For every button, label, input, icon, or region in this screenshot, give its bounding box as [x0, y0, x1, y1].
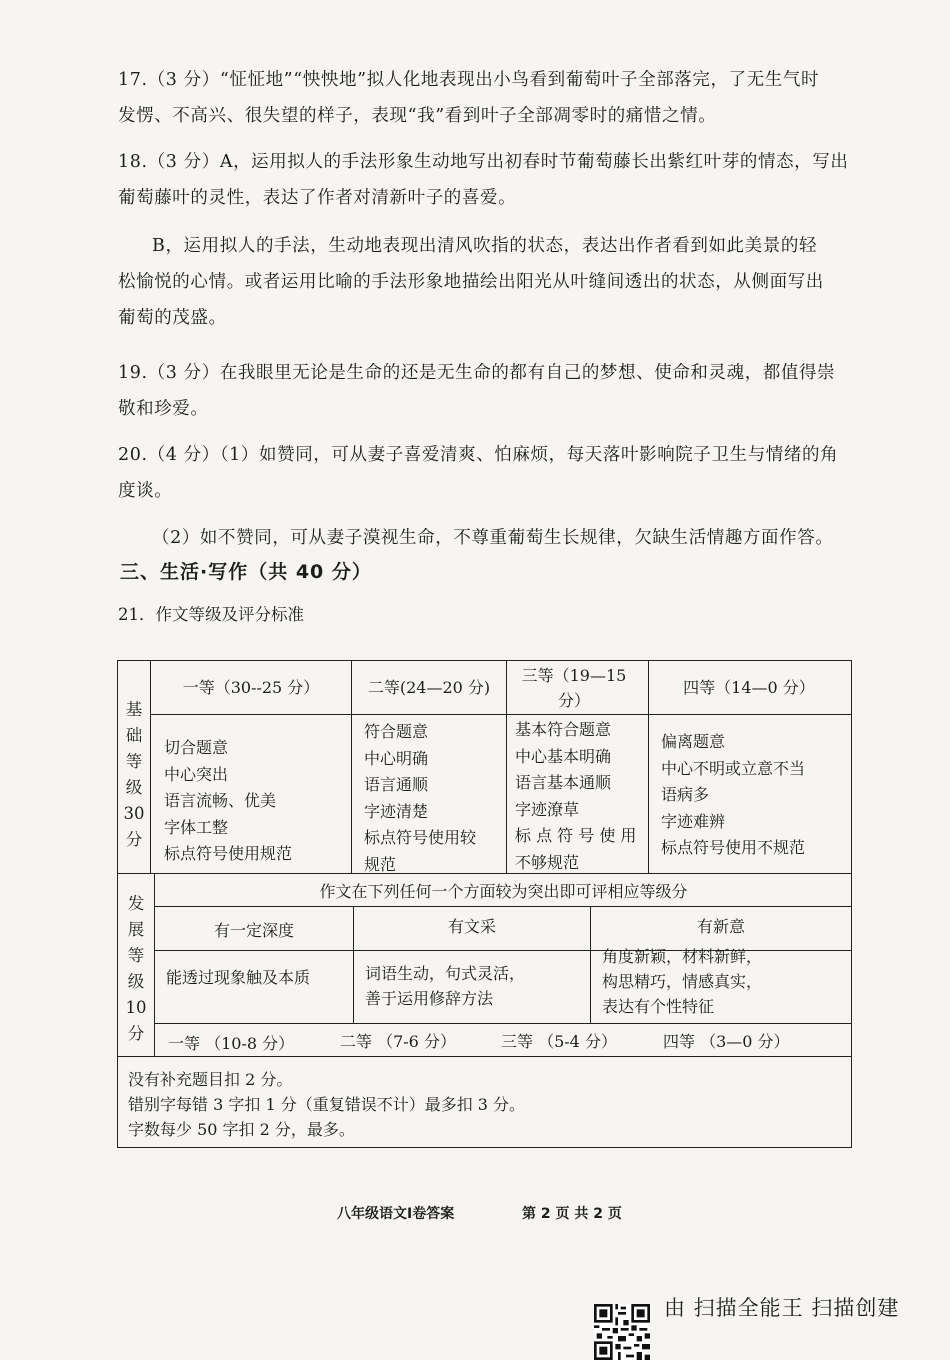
grade-criteria-4: [661, 729, 805, 862]
qr-code-icon: [594, 1304, 650, 1360]
criteria-item: 善于运用修辞方法: [365, 989, 494, 1008]
dev-criteria-depth: [166, 965, 310, 990]
answer-18b: [118, 228, 858, 336]
basic-label-char: 基: [125, 700, 143, 719]
answer-18a-line-1: 18.（3 分）A，运用拟人的手法形象生动地写出初春时节葡萄藤长出紫红叶芽的情态，写出: [118, 152, 849, 172]
rule-grade-col-3: [506, 661, 507, 873]
criteria-item: 字迹难辨: [661, 811, 726, 831]
table-caption: 21．作文等级及评分标准: [118, 605, 304, 624]
answer-18b-line-2: 松愉悦的心情。或者运用比喻的手法形象地描绘出阳光从叶缝间透出的状态，从侧面写出: [118, 272, 824, 292]
answer-20-line-2: 度谈。: [118, 481, 173, 501]
section-heading: 三、生活·写作（共 40 分）: [120, 561, 372, 583]
criteria-item: 标点符号使用不规范: [661, 838, 806, 857]
basic-label-char: 础: [125, 726, 143, 745]
grade-criteria-2: [364, 719, 476, 878]
dev-criteria-novelty: [602, 944, 762, 1019]
criteria-item: 标点符号使用较: [364, 828, 477, 847]
criteria-item: 基本符合题意: [515, 720, 612, 739]
rule-header-bottom: [150, 714, 851, 715]
dev-label-char: 发: [127, 894, 145, 913]
rule-basic-bottom: [118, 873, 851, 874]
dev-header-novelty: 有新意: [696, 917, 745, 936]
criteria-item: 中心基本明确: [515, 746, 612, 766]
grade-header-3: 三等（19—15 分）: [521, 666, 627, 710]
rule-devnote-bottom: [154, 906, 851, 907]
grade-criteria-3: [515, 717, 636, 876]
criteria-item: 语病多: [661, 785, 710, 804]
criteria-item: 语言基本通顺: [515, 773, 612, 792]
grading-table: [117, 660, 852, 1148]
answer-17-line-1: 17.（3 分）“怔怔地”“怏怏地”拟人化地表现出小鸟看到葡萄叶子全部落完，了无生气时: [118, 70, 820, 90]
criteria-item: 中心突出: [164, 764, 229, 784]
answer-18b-line-1: B，运用拟人的手法，生动地表现出清风吹指的状态，表达出作者看到如此美景的轻: [152, 236, 818, 256]
rule-label-col-dev: [154, 873, 155, 1056]
rule-devgrades-bottom: [118, 1056, 851, 1057]
dev-grade-2: 二等 （7-6 分）: [340, 1032, 456, 1051]
grade-header-2: 二等(24—20 分): [367, 678, 491, 697]
dev-grade-4: 四等 （3—0 分）: [663, 1032, 790, 1051]
deduction-rules: [128, 1067, 525, 1142]
criteria-item: 偏离题意: [661, 732, 726, 751]
answer-20-part-2: （2）如不赞同，可从妻子漠视生命，不尊重葡萄生长规律，欠缺生活情趣方面作答。: [152, 528, 834, 548]
dev-label-char: 10: [125, 998, 147, 1017]
basic-grade-label: [121, 697, 147, 853]
dev-label-char: 级: [127, 972, 145, 991]
criteria-item: 切合题意: [164, 738, 229, 757]
answer-17: [118, 62, 858, 134]
criteria-item: 符合题意: [364, 722, 429, 741]
criteria-item: 标点符号使用规范: [164, 844, 293, 863]
answer-19-line-1: 19.（3 分）在我眼里无论是生命的还是无生命的都有自己的梦想、使命和灵魂，都值得崇: [118, 363, 836, 383]
rule-devcriteria-bottom: [154, 1023, 851, 1024]
dev-header-style: 有文采: [447, 917, 496, 936]
grade-header-4: 四等（14—0 分）: [683, 678, 815, 697]
dev-criteria-style: [365, 961, 525, 1011]
dev-label-char: 分: [127, 1024, 145, 1043]
dev-label-char: 展: [127, 920, 145, 939]
dev-grade-1: 一等 （10-8 分）: [168, 1034, 295, 1053]
dev-grade-3: 三等 （5-4 分）: [501, 1032, 617, 1051]
criteria-item: 标 点 符 号 使 用: [515, 826, 637, 845]
criteria-item: 不够规范: [515, 852, 580, 872]
answer-19: [118, 355, 858, 427]
criteria-item: 字迹潦草: [515, 799, 580, 819]
criteria-item: 中心不明或立意不当: [661, 758, 806, 778]
basic-label-char: 分: [125, 830, 143, 849]
answer-19-line-2: 敬和珍爱。: [118, 399, 209, 419]
page-number: 第 2 页 共 2 页: [522, 1206, 622, 1222]
answer-17-line-2: 发愣、不高兴、很失望的样子，表现“我”看到叶子全部凋零时的痛惜之情。: [118, 106, 717, 126]
answer-18a-line-2: 葡萄藤叶的灵性，表达了作者对清新叶子的喜爱。: [118, 188, 517, 208]
criteria-item: 语言通顺: [364, 775, 429, 794]
dev-header-depth: 有一定深度: [213, 921, 294, 940]
footer-title: 八年级语文Ⅰ卷答案: [337, 1206, 455, 1222]
answer-18b-line-3: 葡萄的茂盛。: [118, 308, 227, 328]
answer-20-part-1: [118, 437, 858, 509]
grade-header-1: 一等（30--25 分）: [182, 678, 320, 697]
criteria-item: 能透过现象触及本质: [166, 968, 311, 987]
criteria-item: 词语生动，句式灵活，: [365, 964, 526, 983]
criteria-item: 中心明确: [364, 748, 429, 768]
rule-label-col-basic: [150, 661, 151, 873]
development-grade-label: [123, 891, 149, 1047]
criteria-item: 字迹清楚: [364, 801, 429, 821]
grade-criteria-1: [164, 735, 292, 868]
development-note: 作文在下列任何一个方面较为突出即可评相应等级分: [319, 882, 688, 901]
criteria-item: 角度新颖，材料新鲜，: [602, 947, 763, 966]
deduction-item: 错别字每错 3 字扣 1 分（重复错误不计）最多扣 3 分。: [128, 1095, 526, 1114]
dev-label-char: 等: [127, 946, 145, 965]
criteria-item: 构思精巧，情感真实，: [602, 972, 763, 991]
basic-label-char: 30: [123, 804, 145, 823]
criteria-item: 规范: [364, 854, 397, 874]
scanner-watermark: 由 扫描全能王 扫描创建: [664, 1296, 900, 1320]
answer-18a: [118, 144, 858, 216]
deduction-item: 字数每少 50 字扣 2 分，最多。: [128, 1120, 355, 1139]
basic-label-char: 等: [125, 752, 143, 771]
basic-label-char: 级: [125, 778, 143, 797]
criteria-item: 字体工整: [164, 817, 229, 837]
answer-20-line-1: 20.（4 分）（1）如赞同，可从妻子喜爱清爽、怕麻烦，每天落叶影响院子卫生与情绪的角: [118, 445, 839, 465]
deduction-item: 没有补充题目扣 2 分。: [128, 1070, 293, 1089]
criteria-item: 语言流畅、优美: [164, 791, 277, 810]
criteria-item: 表达有个性特征: [602, 997, 715, 1016]
